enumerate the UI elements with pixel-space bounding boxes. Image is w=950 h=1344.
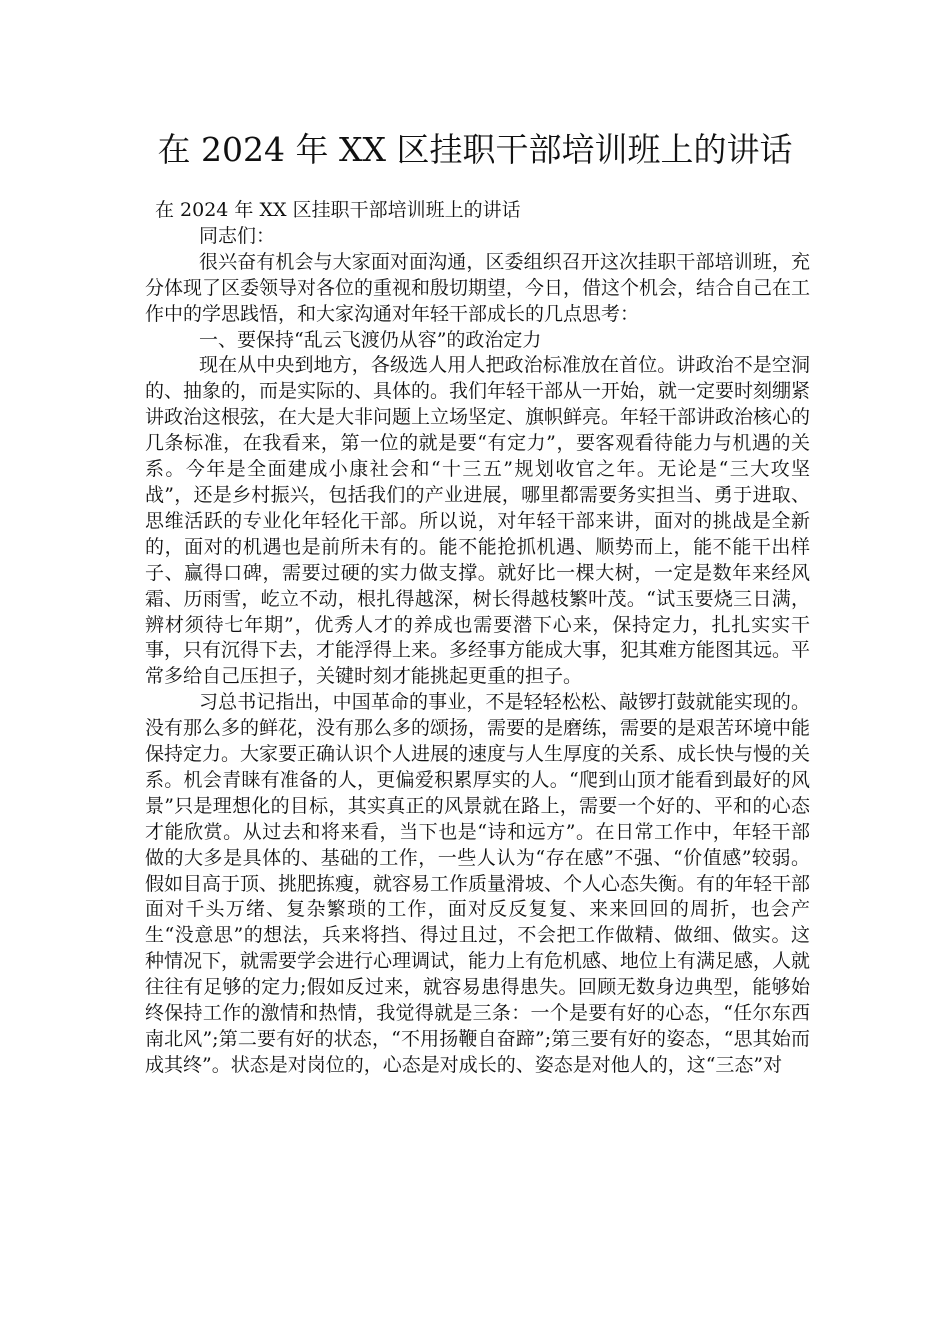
greeting: 同志们： — [199, 224, 276, 247]
document-title: 在 2024 年 XX 区挂职干部培训班上的讲话 — [157, 130, 793, 169]
paragraph-mindset: 习总书记指出，中国革命的事业，不是轻轻松松、敲锣打鼓就能实现的。没有那么多的鲜花，没有那么多的颂扬，需要的是磨练，需要的是艰苦环境中能保持定力。大家要正确认识个人进展的速度与人生厚度的关系、成长快与慢的关系。机会青睐有准备的人，更偏爱积累厚实的人。“爬到山顶才能看到最好的风景”只是理想化的目标，其实真正的风景就在路上，需要一个好的、平和的心态才能欣赏。从过去和将来看，当下也是“诗和远方”。在日常工作中，年轻干部做的大多是具体的、基础的工作，一些人认为“存在感”不强、“价值感”较弱。假如目高于顶、挑肥拣瘦，就容易工作质量滑坡、个人心态失衡。有的年轻干部面对千头万绪、复杂繁琐的工作，面对反反复复、来来回回的周折，也会产生“没意思”的想法，兵来将挡、得过且过，不会把工作做精、做细、做实。这种情况下，就需要学会进行心理调试，能力上有危机感、地位上有满足感，人就往往有足够的定力;假如反过来，就容易患得患失。回顾无数身边典型，能够始终保持工作的激情和热情，我觉得就是三条：一个是要有好的心态，“任尔东西南北风”;第二要有好的状态，“不用扬鞭自奋蹄”;第三要有好的姿态，“思其始而成其终”。状态是对岗位的，心态是对成长的、姿态是对他人的，这“三态”对 — [145, 691, 811, 1076]
paragraph-political-stance: 现在从中央到地方，各级选人用人把政治标准放在首位。讲政治不是空洞的、抽象的，而是实际的、具体的。我们年轻干部从一开始，就一定要时刻绷紧讲政治这根弦，在大是大非问题上立场坚定、旗帜鲜亮。年轻干部讲政治核心的几条标准，在我看来，第一位的就是要“有定力”，要客观看待能力与机遇的关系。今年是全面建成小康社会和“十三五”规划收官之年。无论是“三大攻坚战”，还是乡村振兴，包括我们的产业进展，哪里都需要务实担当、勇于进取、思维活跃的专业化年轻化干部。所以说，对年轻干部来讲，面对的挑战是全新的，面对的机遇也是前所未有的。能不能抢抓机遇、顺势而上，能不能干出样子、赢得口碑，需要过硬的实力做支撑。就好比一棵大树，一定是数年来经风霜、历雨雪，屹立不动，根扎得越深，树长得越枝繁叶茂。“试玉要烧三日满，辨材须待七年期”，优秀人才的养成也需要潜下心来，保持定力，扎扎实实干事，只有沉得下去，才能浮得上来。多经事方能成大事，犯其难方能图其远。平常多给自己压担子，关键时刻才能挑起更重的担子。 — [145, 354, 811, 688]
document-body — [145, 198, 810, 1079]
document-subtitle: 在 2024 年 XX 区挂职干部培训班上的讲话 — [155, 199, 521, 221]
section-heading-1: 一、要保持“乱云飞渡仍从容”的政治定力 — [199, 328, 542, 351]
paragraph-intro: 很兴奋有机会与大家面对面沟通，区委组织召开这次挂职干部培训班，充分体现了区委领导对各位的重视和殷切期望，今日，借这个机会，结合自己在工作中的学思践悟，和大家沟通对年轻干部成长的几点思考： — [145, 250, 811, 325]
